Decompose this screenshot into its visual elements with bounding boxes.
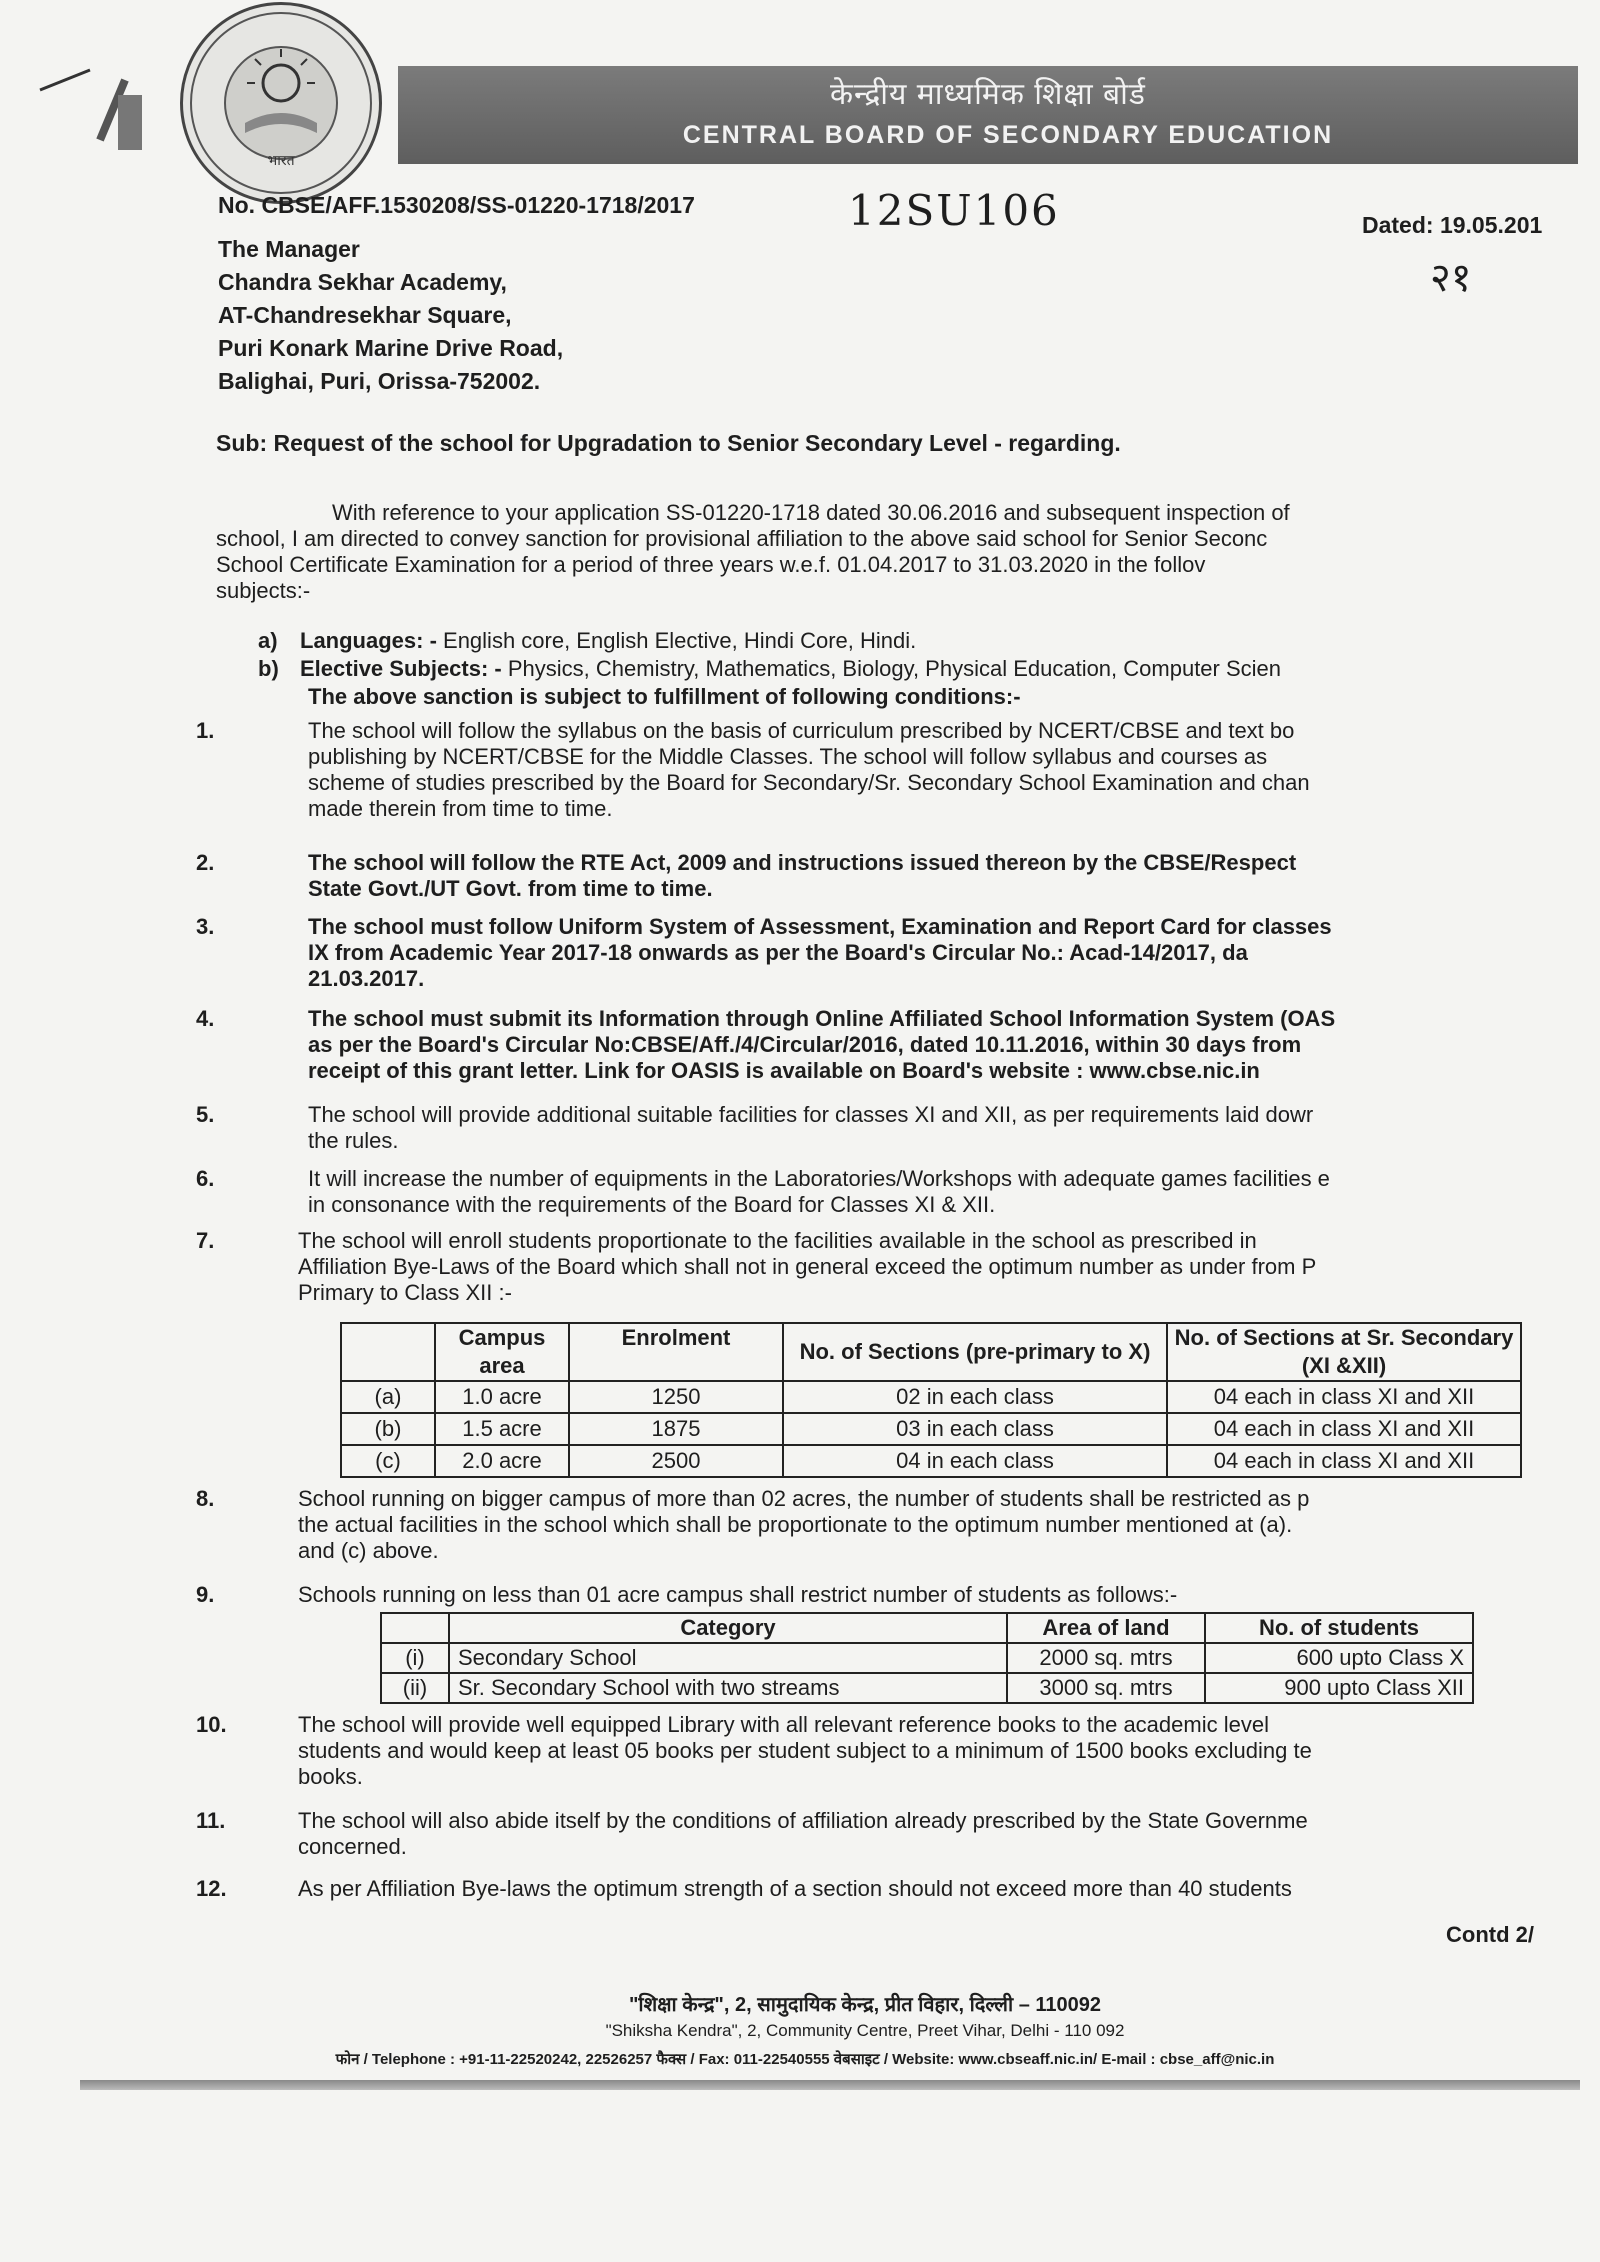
footer-divider bbox=[80, 2080, 1580, 2090]
subject-group-languages bbox=[258, 628, 916, 654]
enrolment-table bbox=[340, 1322, 1522, 1478]
condition-number: 11. bbox=[196, 1808, 226, 1833]
table-cell: 900 upto Class XII bbox=[1205, 1673, 1473, 1703]
condition-number: 4. bbox=[196, 1006, 215, 1031]
table-cell: 2.0 acre bbox=[435, 1445, 569, 1477]
condition-item bbox=[196, 1582, 1580, 1610]
conditions-intro: The above sanction is subject to fulfillment of following conditions:- bbox=[308, 684, 1021, 709]
table-cell: 1875 bbox=[569, 1413, 783, 1445]
address-line: Balighai, Puri, Orissa-752002. bbox=[218, 368, 541, 394]
table-cell: (ii) bbox=[381, 1673, 449, 1703]
table-cell: 02 in each class bbox=[783, 1381, 1167, 1413]
condition-number: 8. bbox=[196, 1486, 215, 1511]
subject-group-text: English core, English Elective, Hindi Core, Hindi. bbox=[436, 628, 917, 653]
table-row bbox=[381, 1673, 1473, 1703]
address-line: Chandra Sekhar Academy, bbox=[218, 269, 507, 295]
intro-line: school, I am directed to convey sanction for provisional affiliation to the above said school for Senior Seconc bbox=[216, 526, 1268, 551]
table-header-cell bbox=[381, 1613, 449, 1643]
table-cell: 3000 sq. mtrs bbox=[1007, 1673, 1205, 1703]
table-cell: (b) bbox=[341, 1413, 435, 1445]
footer-contact-line: फोन / Telephone : +91-11-22520242, 22526257 फैक्स / Fax: 011-22540555 वेबसाइट / Website: www.cbseaff.nic.in/ E-mail : cbse_aff@nic.in bbox=[335, 2051, 1275, 2068]
footer-address-english: "Shiksha Kendra", 2, Community Centre, Preet Vihar, Delhi - 110 092 bbox=[605, 2021, 1125, 2040]
table-cell: (a) bbox=[341, 1381, 435, 1413]
condition-number: 5. bbox=[196, 1102, 215, 1127]
subject-group-text: Physics, Chemistry, Mathematics, Biology, Physical Education, Computer Scien bbox=[501, 656, 1282, 681]
table-row bbox=[341, 1413, 1521, 1445]
condition-item bbox=[196, 1876, 1580, 1904]
pen-stroke-mark bbox=[30, 30, 150, 150]
table-cell: 04 in each class bbox=[783, 1445, 1167, 1477]
board-name-english: CENTRAL BOARD OF SECONDARY EDUCATION bbox=[682, 121, 1334, 149]
table-row bbox=[341, 1381, 1521, 1413]
letterhead-footer bbox=[0, 1990, 1600, 2069]
condition-text: School running on bigger campus of more than 02 acres, the number of students shall be restricted as p the actual facilities in the school which shall be proportionate to the optimum number mentioned at (a). and (c) above. bbox=[298, 1486, 1310, 1563]
condition-item bbox=[196, 1166, 1580, 1222]
reference-number: No. CBSE/AFF.1530208/SS-01220-1718/2017 bbox=[218, 192, 695, 218]
address-line: Puri Konark Marine Drive Road, bbox=[218, 335, 564, 361]
dated-value: 19.05.201 bbox=[1439, 212, 1543, 238]
table-cell: 04 each in class XI and XII bbox=[1167, 1413, 1521, 1445]
table-cell: 600 upto Class X bbox=[1205, 1643, 1473, 1673]
table-cell: 03 in each class bbox=[783, 1413, 1167, 1445]
condition-number: 12. bbox=[196, 1876, 227, 1901]
table-header-cell: Campus area bbox=[435, 1323, 569, 1381]
condition-item bbox=[196, 1102, 1580, 1158]
condition-text: It will increase the number of equipments in the Laboratories/Workshops with adequate games facilities e in consonance with the requirements of the Board for Classes XI & XII. bbox=[308, 1166, 1330, 1217]
address-line: The Manager bbox=[218, 236, 360, 262]
students-table bbox=[380, 1612, 1474, 1704]
table-header-cell: Category bbox=[449, 1613, 1007, 1643]
table-header-cell: Enrolment bbox=[569, 1323, 783, 1381]
subject-group-head: Elective Subjects: - bbox=[300, 656, 502, 681]
table-cell: 1.5 acre bbox=[435, 1413, 569, 1445]
condition-item bbox=[196, 1006, 1580, 1088]
subject-group-label: a) bbox=[258, 628, 278, 653]
condition-item bbox=[196, 1808, 1580, 1864]
table-cell: 04 each in class XI and XII bbox=[1167, 1381, 1521, 1413]
address-line: AT-Chandresekhar Square, bbox=[218, 302, 512, 328]
table-row bbox=[341, 1445, 1521, 1477]
table-row bbox=[381, 1643, 1473, 1673]
svg-text:भारत: भारत bbox=[267, 153, 295, 169]
condition-item bbox=[196, 914, 1580, 996]
table-cell: 04 each in class XI and XII bbox=[1167, 1445, 1521, 1477]
continued-note: Contd 2/ bbox=[1446, 1922, 1534, 1947]
condition-text: The school will follow the RTE Act, 2009 and instructions issued thereon by the CBSE/Respect State Govt./UT Govt. from time to time. bbox=[308, 850, 1297, 901]
condition-number: 3. bbox=[196, 914, 215, 939]
table-header-cell: No. of Sections (pre-primary to X) bbox=[783, 1323, 1167, 1381]
condition-item bbox=[196, 1712, 1580, 1794]
table-header-row bbox=[341, 1323, 1521, 1381]
condition-text: The school must submit its Information through Online Affiliated School Information System (OAS as per the Board's Circular No:CBSE/Aff./4/Circular/2016, dated 10.11.2016, within 30 days from receipt of this grant letter. Link for OASIS is available on Board's website : www.cbse.nic.in bbox=[308, 1006, 1336, 1083]
condition-text: The school will provide additional suitable facilities for classes XI and XII, as per requirements laid dowr the rules. bbox=[308, 1102, 1314, 1153]
subject-line: Sub: Request of the school for Upgradation to Senior Secondary Level - regarding. bbox=[216, 430, 1121, 456]
condition-text: The school will provide well equipped Library with all relevant reference books to the academic level students and would keep at least 05 books per student subject to a minimum of 1500 books excluding te books. bbox=[298, 1712, 1312, 1789]
table-header-cell bbox=[341, 1323, 435, 1381]
letterhead-band bbox=[398, 66, 1578, 164]
subject-group-electives bbox=[258, 656, 1578, 682]
table-header-cell: Area of land bbox=[1007, 1613, 1205, 1643]
table-cell: Sr. Secondary School with two streams bbox=[449, 1673, 1007, 1703]
table-cell: (c) bbox=[341, 1445, 435, 1477]
table-cell: 1250 bbox=[569, 1381, 783, 1413]
condition-number: 7. bbox=[196, 1228, 215, 1253]
subject-group-head: Languages: - bbox=[300, 628, 437, 653]
subject-group-label: b) bbox=[258, 656, 279, 681]
intro-line: subjects:- bbox=[216, 578, 311, 603]
condition-item bbox=[196, 1228, 1580, 1310]
condition-text: Schools running on less than 01 acre campus shall restrict number of students as follows:- bbox=[298, 1582, 1178, 1607]
condition-number: 6. bbox=[196, 1166, 215, 1191]
table-cell: 1.0 acre bbox=[435, 1381, 569, 1413]
condition-number: 1. bbox=[196, 718, 215, 743]
board-name-hindi: केन्द्रीय माध्यमिक शिक्षा बोर्ड bbox=[830, 78, 1146, 111]
table-cell: 2000 sq. mtrs bbox=[1007, 1643, 1205, 1673]
condition-number: 10. bbox=[196, 1712, 227, 1737]
handwritten-reference: 12SU106 bbox=[848, 186, 1060, 235]
intro-paragraph bbox=[216, 500, 1576, 604]
table-cell: (i) bbox=[381, 1643, 449, 1673]
condition-text: The school will follow the syllabus on the basis of curriculum prescribed by NCERT/CBSE and text bo publishing by NCERT/CBSE for the Middle Classes. The school will follow syllabus and courses as scheme of studies prescribed by the Board for Secondary/Sr. Secondary School Examination and chan made therein from time to time. bbox=[308, 718, 1310, 821]
table-cell: 2500 bbox=[569, 1445, 783, 1477]
footer-address-hindi: "शिक्षा केन्द्र", 2, सामुदायिक केन्द्र, प्रीत विहार, दिल्ली – 110092 bbox=[628, 1994, 1102, 2016]
intro-line: With reference to your application SS-01220-1718 dated 30.06.2016 and subsequent inspection of bbox=[332, 500, 1290, 525]
table-header-cell: No. of students bbox=[1205, 1613, 1473, 1643]
table-header-row bbox=[381, 1613, 1473, 1643]
dated-label: Dated: bbox=[1362, 212, 1434, 238]
condition-item bbox=[196, 850, 1580, 906]
condition-text: The school will enroll students proportionate to the facilities available in the school as prescribed in Affiliation Bye-Laws of the Board which shall not in general exceed the optimum number as under from P Primary to Class XII :- bbox=[298, 1228, 1317, 1305]
table-header-cell: No. of Sections at Sr. Secondary (XI &XII) bbox=[1167, 1323, 1521, 1381]
handwritten-date-mark: २१ bbox=[1430, 255, 1472, 301]
condition-item bbox=[196, 1486, 1580, 1568]
cbse-logo bbox=[180, 2, 382, 204]
condition-text: As per Affiliation Bye-laws the optimum strength of a section should not exceed more than 40 students bbox=[298, 1876, 1292, 1901]
condition-text: The school will also abide itself by the conditions of affiliation already prescribed by the State Governme concerned. bbox=[298, 1808, 1308, 1859]
condition-text: The school must follow Uniform System of Assessment, Examination and Report Card for classes IX from Academic Year 2017-18 onwards as per the Board's Circular No.: Acad-14/2017, da 21.03.2017. bbox=[308, 914, 1332, 991]
condition-number: 2. bbox=[196, 850, 215, 875]
dated-line bbox=[1362, 212, 1542, 239]
condition-number: 9. bbox=[196, 1582, 215, 1607]
intro-line: School Certificate Examination for a period of three years w.e.f. 01.04.2017 to 31.03.2020 in the follov bbox=[216, 552, 1206, 577]
recipient-address bbox=[218, 233, 563, 398]
condition-item bbox=[196, 718, 1580, 828]
table-cell: Secondary School bbox=[449, 1643, 1007, 1673]
